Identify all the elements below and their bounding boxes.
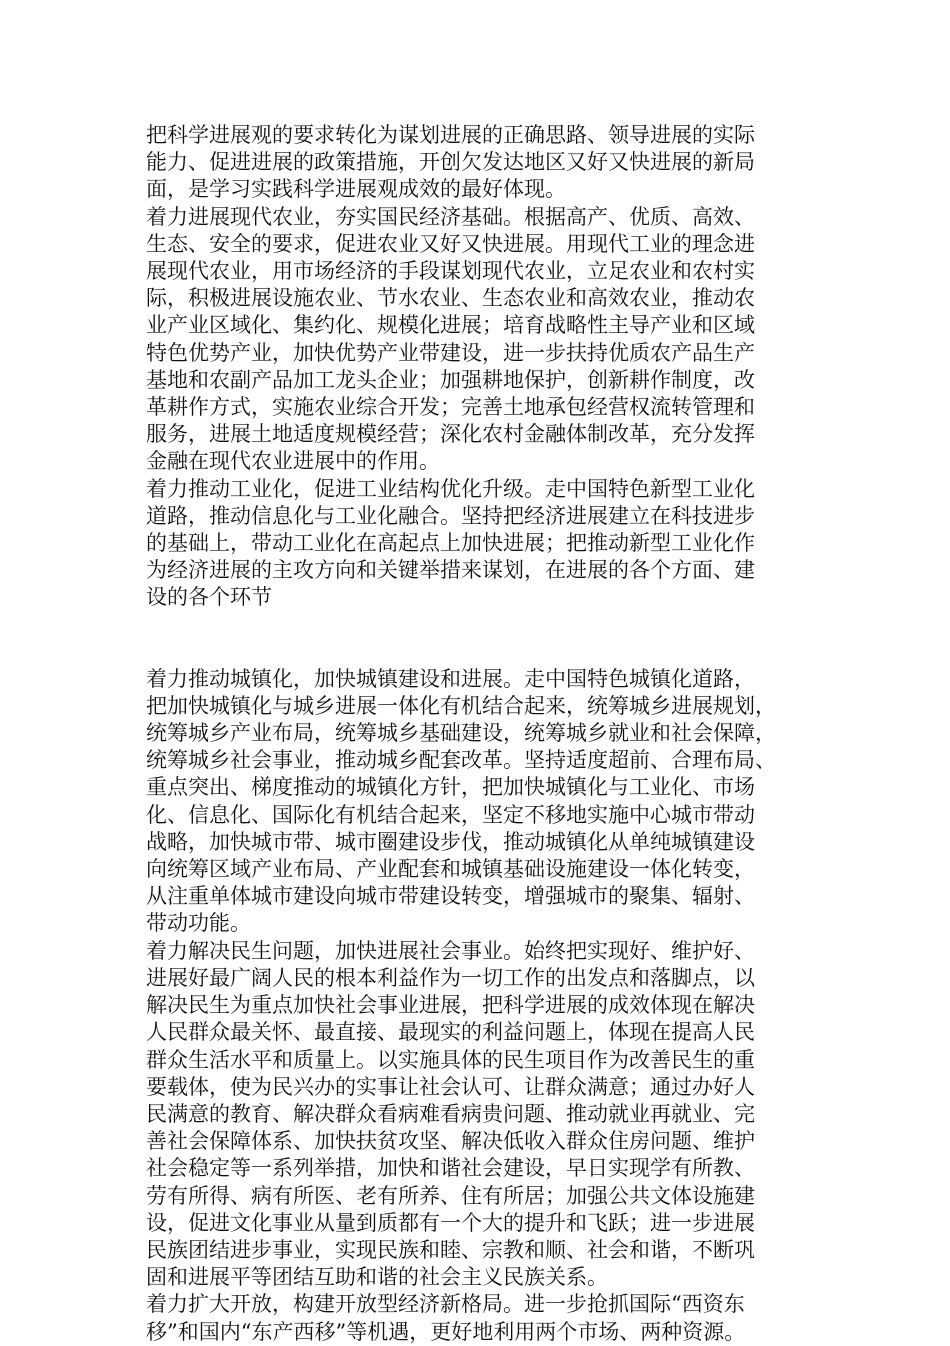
- paragraph-livelihood: 着力解决民生问题，加快进展社会事业。始终把实现好、维护好、 进展好最广阔人民的根本利益作为一切工作的出发点和落脚点，以 解决民生为重点加快社会事业进展，把科学进展的成效体现在解决 人民群众最关怀、最直接、最现实的利益问题上，体现在提高人民 群众生活水平和质量上。以实施具体的民生项目作为改善民生的重 要载体，使为民兴办的实事让社会认可、让群众满意；通过办好人 民满意的教育、解决群众看病难看病贵问题、推动就业再就业、完 善社会保障体系、加快扶贫攻坚、解决低收入群众住房问题、维护 社会稳定等一系列举措，加快和谐社会建设，早日实现学有所教、 劳有所得、病有所医、老有所养、住有所居；加强公共文体设施建 设，促进文化事业从量到质都有一个大的提升和飞跃；进一步进展 民族团结进步事业，实现民族和睦、宗教和顺、社会和谐，不断巩 固和进展平等团结互助和谐的社会主义民族关系。: [146, 938, 755, 1290]
- paragraph-urbanization: 着力推动城镇化，加快城镇建设和进展。走中国特色城镇化道路， 把加快城镇化与城乡进展一体化有机结合起来，统筹城乡进展规划， 统筹城乡产业布局，统筹城乡基础建设，统筹城乡就业和社会保障， 统筹城乡社会事业，推动城乡配套改革。坚持适度超前、合理布局、 重点突出、梯度推动的城镇化方针，把加快城镇化与工业化、市场 化、信息化、国际化有机结合起来，坚定不移地实施中心城市带动 战略，加快城市带、城市圈建设步伐，推动城镇化从单纯城镇建设 向统筹区域产业布局、产业配套和城镇基础设施建设一体化转变， 从注重单体城市建设向城市带建设转变，增强城市的聚集、辐射、 带动功能。: [146, 666, 776, 936]
- paragraph-agriculture: 着力进展现代农业，夯实国民经济基础。根据高产、优质、高效、 生态、安全的要求，促进农业又好又快进展。用现代工业的理念进 展现代农业，用市场经济的手段谋划现代农业，立足农业和农村实 际，积极进展设施农业、节水农业、生态农业和高效农业，推动农 业产业区域化、集约化、规模化进展；培育战略性主导产业和区域 特色优势产业，加快优势产业带建设，进一步扶持优质农产品生产 基地和农副产品加工龙头企业；加强耕地保护，创新耕作制度，改 革耕作方式，实施农业综合开发；完善土地承包经营权流转管理和 服务，进展土地适度规模经营；深化农村金融体制改革，充分发挥 金融在现代农业进展中的作用。: [146, 204, 755, 474]
- paragraph-opening-up: 着力扩大开放，构建开放型经济新格局。进一步抢抓国际“西资东 移”和国内“东产西移”等机遇，更好地利用两个市场、两种资源。: [146, 1292, 746, 1344]
- paragraph-gap: [146, 612, 826, 666]
- document-body: [146, 122, 826, 1346]
- paragraph-intro: 把科学进展观的要求转化为谋划进展的正确思路、领导进展的实际 能力、促进进展的政策措施，开创欠发达地区又好又快进展的新局 面，是学习实践科学进展观成效的最好体现。: [146, 123, 755, 202]
- paragraph-industrialization: 着力推动工业化，促进工业结构优化升级。走中国特色新型工业化 道路，推动信息化与工业化融合。坚持把经济进展建立在科技进步 的基础上，带动工业化在高起点上加快进展；把推动新型工业化作 为经济进展的主攻方向和关键举措来谋划，在进展的各个方面、建 设的各个环节: [146, 476, 755, 610]
